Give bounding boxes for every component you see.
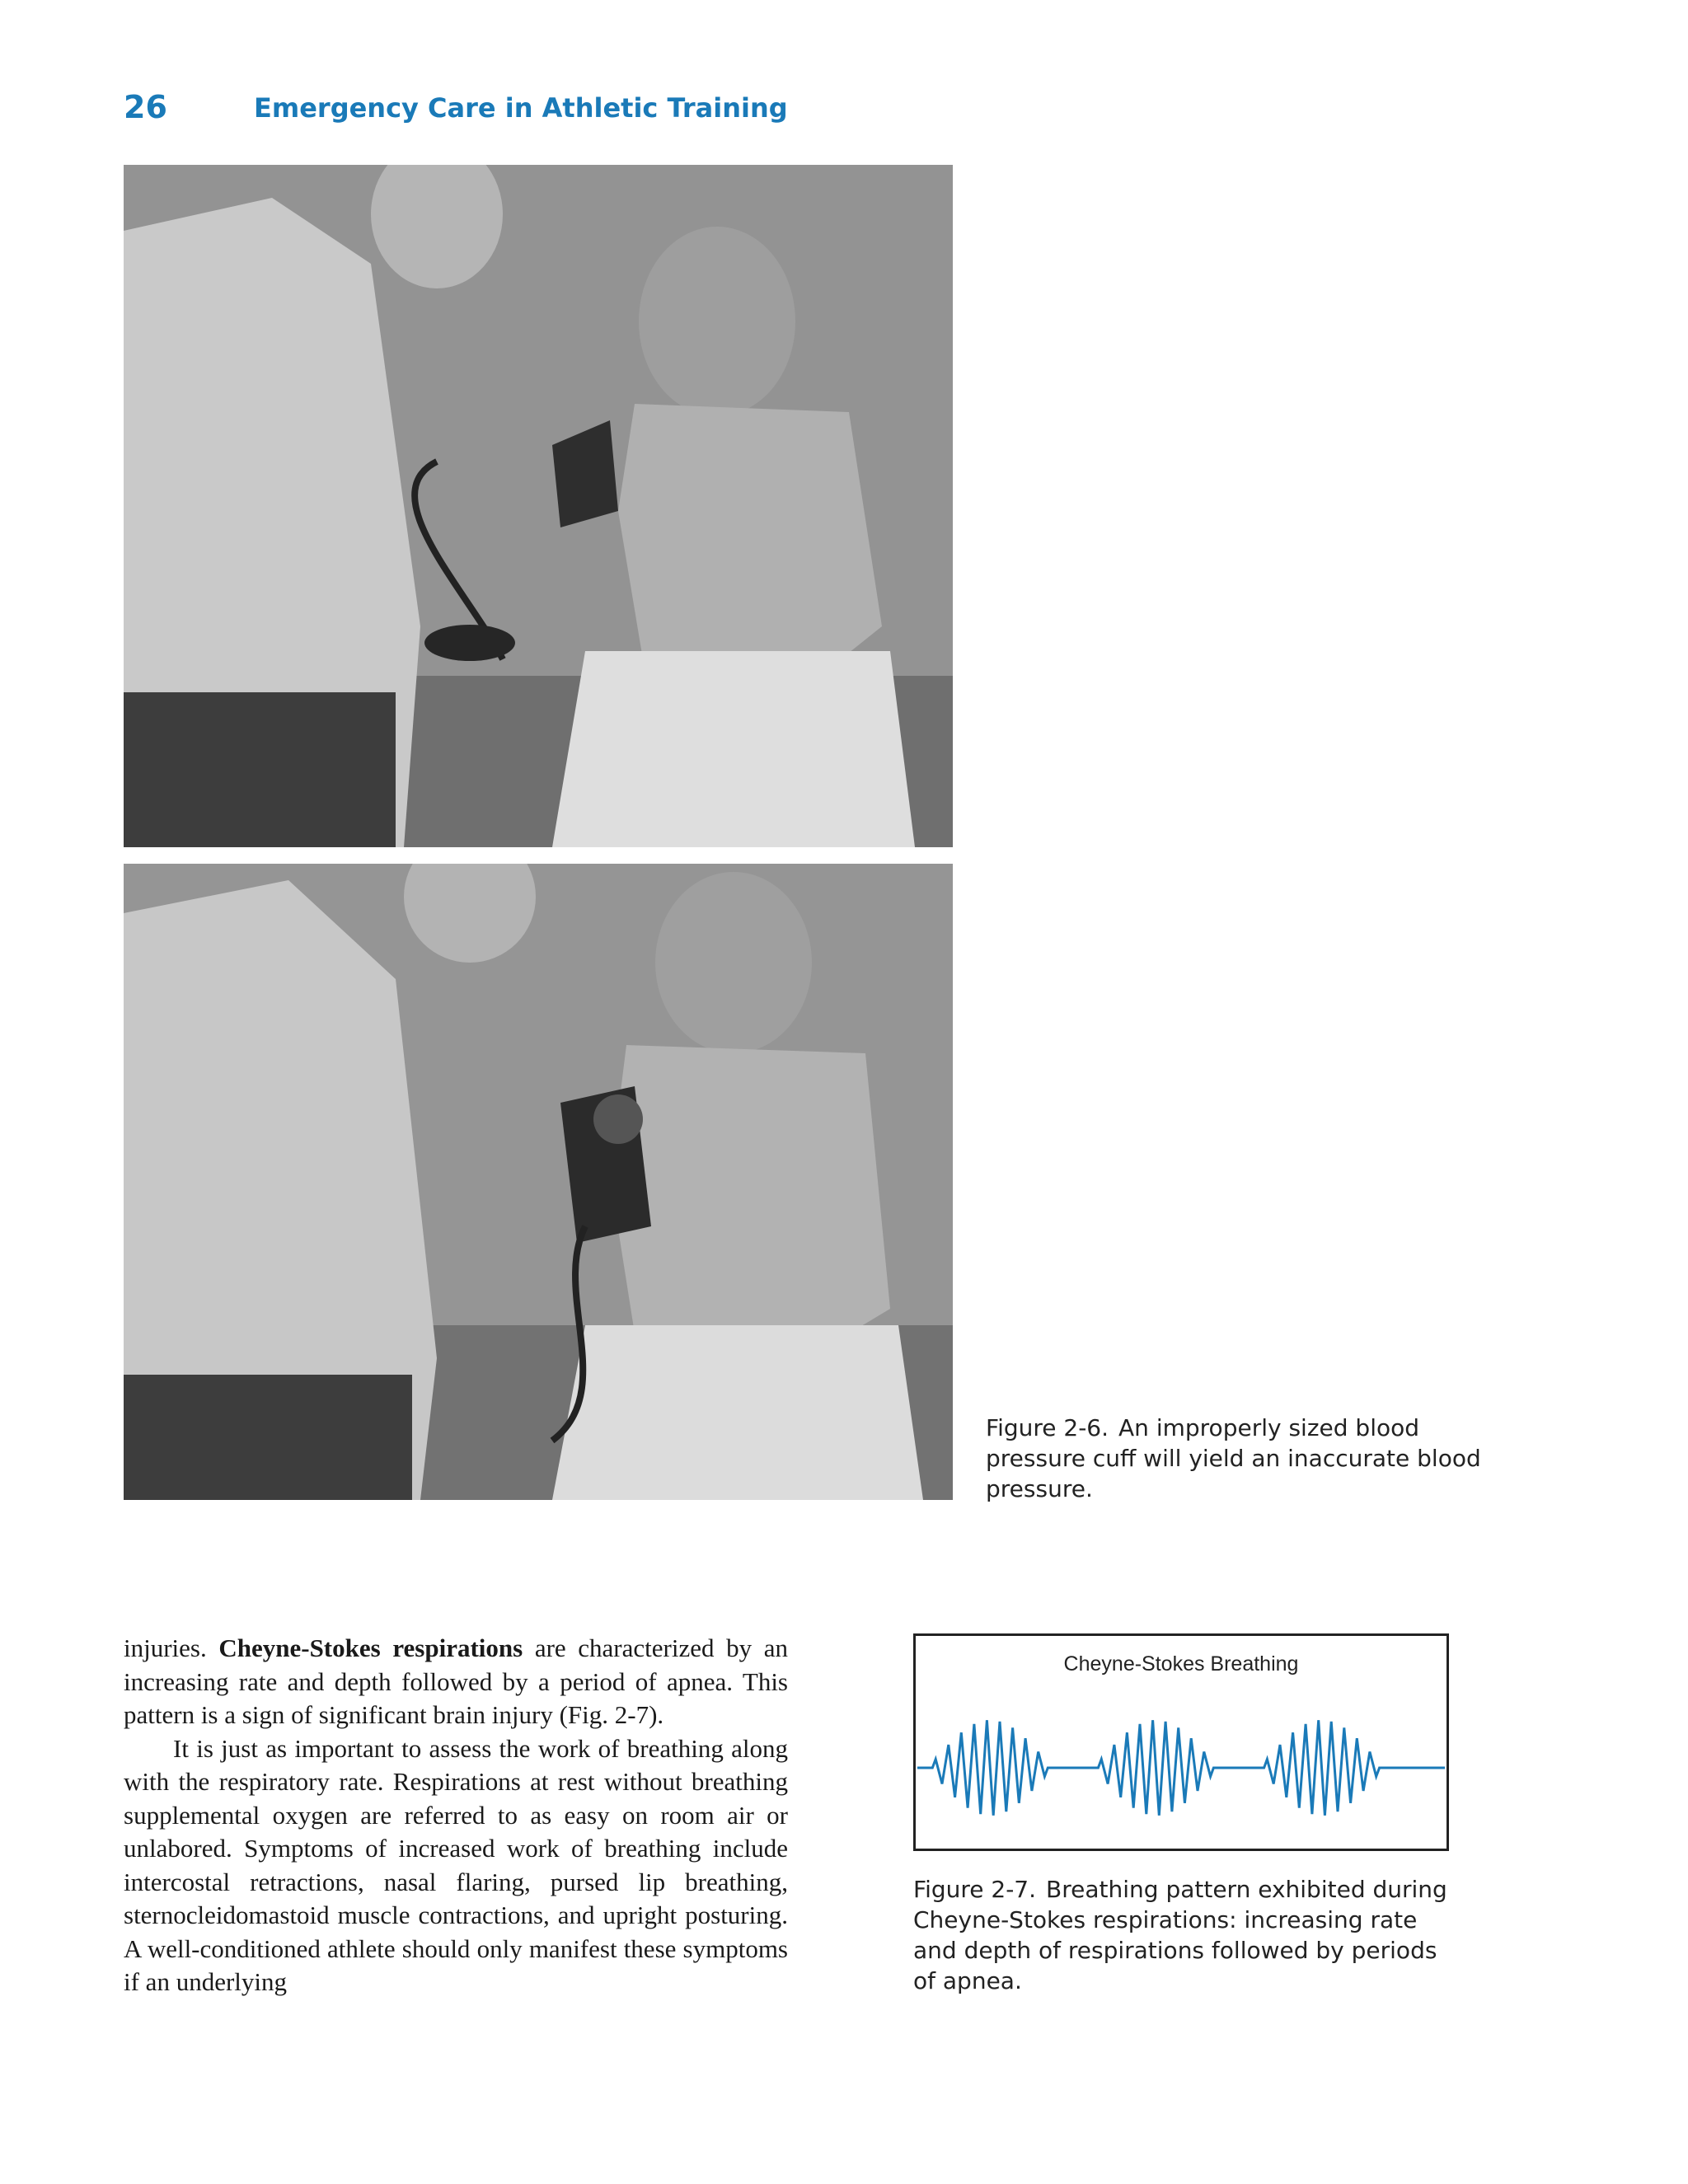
running-head-title: Emergency Care in Athletic Training <box>254 92 788 124</box>
photo-illustration <box>124 864 953 1500</box>
figure-label: Figure 2-7. <box>913 1876 1037 1903</box>
figure-label: Figure 2-6. <box>986 1414 1109 1441</box>
body-text-column <box>124 1632 788 1999</box>
bold-term: Cheyne-Stokes respirations <box>218 1633 523 1662</box>
figure-caption-text: An improperly sized blood pressure cuff will yield an inaccurate blood pressure. <box>986 1414 1481 1502</box>
paragraph <box>124 1632 788 1732</box>
figure-2-6-caption <box>986 1413 1497 1504</box>
paragraph-text: injuries. <box>124 1633 219 1662</box>
page-number: 26 <box>124 89 167 125</box>
breathing-waveform-line <box>917 1720 1445 1816</box>
paragraph-text: are characterized by an increasing rate and depth followed by a period of apnea. This pattern is a sign of significant brain injury (Fig. 2-7). <box>124 1633 788 1729</box>
photo-bp-cuff-proper <box>124 864 953 1500</box>
cheyne-stokes-chart <box>913 1633 1449 1851</box>
chart-title: Cheyne-Stokes Breathing <box>1063 1652 1299 1675</box>
photo-illustration <box>124 165 953 847</box>
figure-caption-text: Breathing pattern exhibited during Cheyne-Stokes respirations: increasing rate and depth of respirations followed by periods of apnea. <box>913 1876 1447 1994</box>
paragraph: It is just as important to assess the work of breathing along with the respiratory rate. Respirations at rest without breathing supplemental oxygen are referred to as easy on room air or unlabored. Symptoms of increased work of breathing include intercostal retractions, nasal flaring, pursed lip breathing, sternocleidomastoid muscle contractions, and upright posturing. A well-conditioned athlete should only manifest these symptoms if an underlying <box>124 1733 788 1996</box>
photo-bp-cuff-improper <box>124 165 953 847</box>
figure-2-7-caption <box>913 1874 1457 1996</box>
chart-svg <box>916 1636 1447 1849</box>
